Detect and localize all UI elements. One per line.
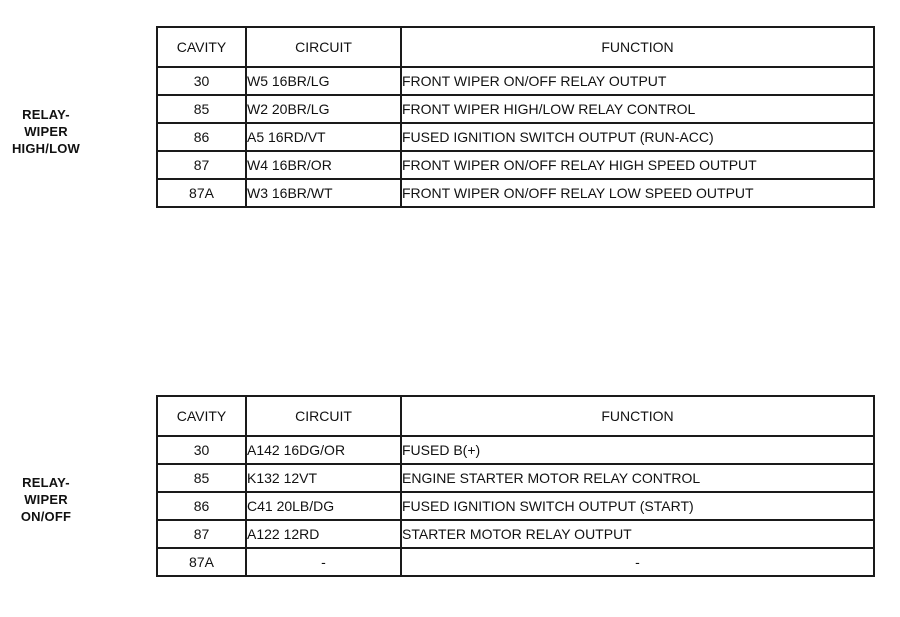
cavity-cell: 87 (157, 151, 246, 179)
function-cell: FUSED B(+) (401, 436, 874, 464)
circuit-cell: W3 16BR/WT (246, 179, 401, 207)
cavity-cell: 86 (157, 492, 246, 520)
circuit-cell: C41 20LB/DG (246, 492, 401, 520)
table-row (157, 520, 874, 548)
function-cell: ENGINE STARTER MOTOR RELAY CONTROL (401, 464, 874, 492)
circuit-cell: A122 12RD (246, 520, 401, 548)
relay-label-line: HIGH/LOW (11, 141, 81, 156)
table-row (157, 436, 874, 464)
table-row (157, 179, 874, 207)
table-row (157, 492, 874, 520)
circuit-cell: K132 12VT (246, 464, 401, 492)
circuit-cell: W4 16BR/OR (246, 151, 401, 179)
function-cell: FRONT WIPER HIGH/LOW RELAY CONTROL (401, 95, 874, 123)
circuit-cell: - (246, 548, 401, 576)
cavity-cell: 85 (157, 95, 246, 123)
cavity-table-on-off (156, 395, 875, 577)
header-cavity: CAVITY (157, 27, 246, 67)
header-circuit: CIRCUIT (246, 396, 401, 436)
relay-label-wiper-on-off (0, 474, 101, 525)
cavity-cell: 87A (157, 179, 246, 207)
header-function: FUNCTION (401, 27, 874, 67)
cavity-table-high-low (156, 26, 875, 208)
relay-label-line: ON/OFF (20, 509, 72, 524)
cavity-cell: 87A (157, 548, 246, 576)
function-cell: FRONT WIPER ON/OFF RELAY LOW SPEED OUTPUT (401, 179, 874, 207)
cavity-cell: 30 (157, 67, 246, 95)
relay-label-line: WIPER (24, 124, 68, 139)
table-row (157, 67, 874, 95)
header-cavity: CAVITY (157, 396, 246, 436)
table-header-row (157, 396, 874, 436)
cavity-cell: 87 (157, 520, 246, 548)
circuit-cell: W2 20BR/LG (246, 95, 401, 123)
table-header-row (157, 27, 874, 67)
function-cell: STARTER MOTOR RELAY OUTPUT (401, 520, 874, 548)
header-function: FUNCTION (401, 396, 874, 436)
relay-label-line: RELAY- (22, 475, 70, 490)
cavity-cell: 30 (157, 436, 246, 464)
table-row (157, 95, 874, 123)
table-row (157, 123, 874, 151)
circuit-cell: W5 16BR/LG (246, 67, 401, 95)
relay-label-line: RELAY- (22, 107, 70, 122)
circuit-cell: A142 16DG/OR (246, 436, 401, 464)
function-cell: FRONT WIPER ON/OFF RELAY OUTPUT (401, 67, 874, 95)
relay-label-line: WIPER (24, 492, 68, 507)
table-row (157, 464, 874, 492)
circuit-cell: A5 16RD/VT (246, 123, 401, 151)
table-row (157, 548, 874, 576)
function-cell: - (401, 548, 874, 576)
header-circuit: CIRCUIT (246, 27, 401, 67)
table-row (157, 151, 874, 179)
function-cell: FUSED IGNITION SWITCH OUTPUT (RUN-ACC) (401, 123, 874, 151)
function-cell: FRONT WIPER ON/OFF RELAY HIGH SPEED OUTPUT (401, 151, 874, 179)
cavity-cell: 85 (157, 464, 246, 492)
function-cell: FUSED IGNITION SWITCH OUTPUT (START) (401, 492, 874, 520)
cavity-cell: 86 (157, 123, 246, 151)
relay-label-wiper-high-low (0, 106, 101, 157)
